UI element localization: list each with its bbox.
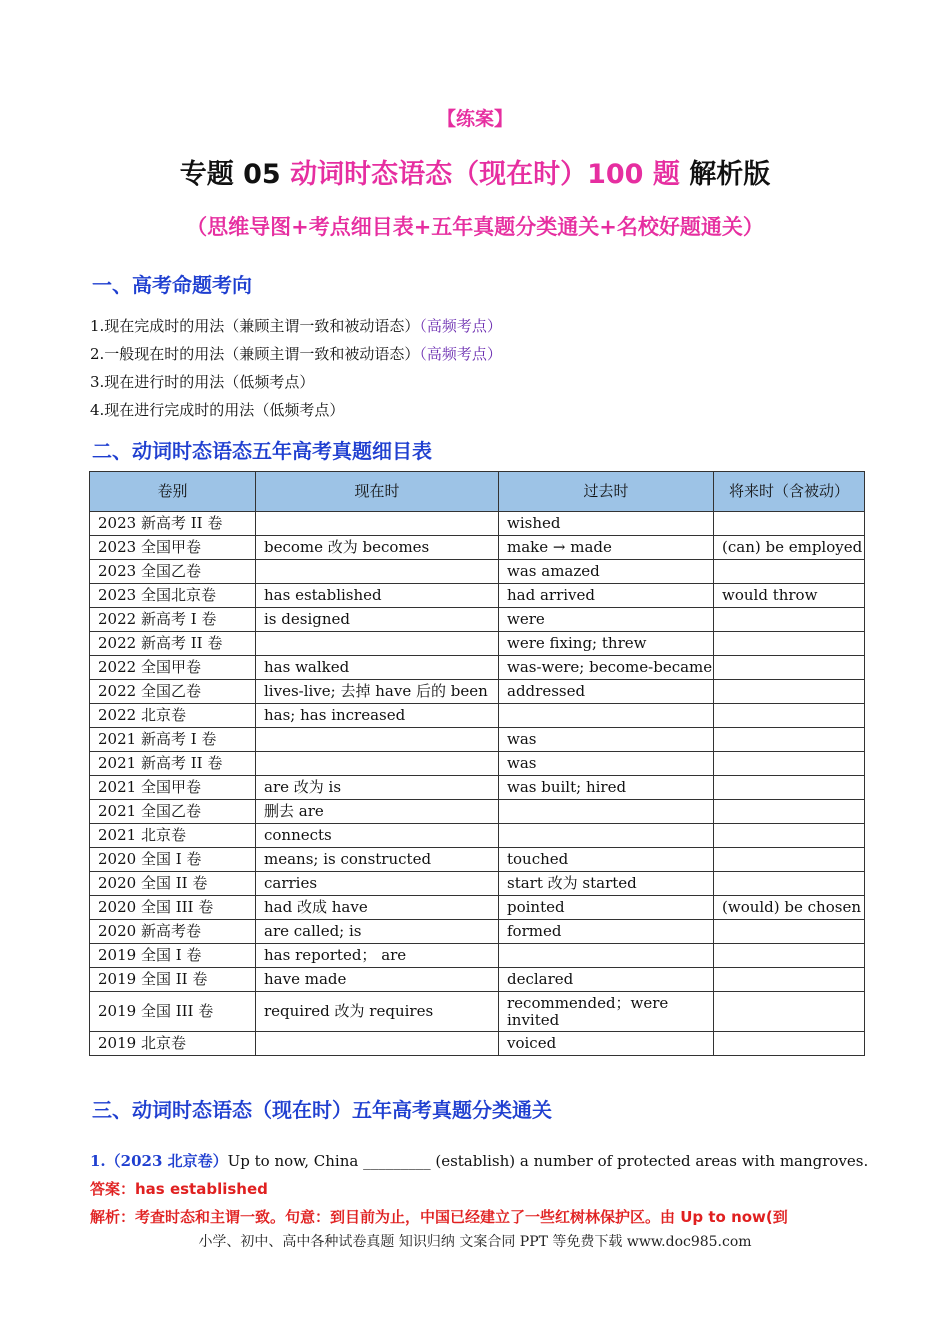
table-cell: 2023 全国甲卷 — [90, 536, 256, 560]
table-row — [90, 512, 865, 536]
table-row — [90, 800, 865, 824]
table-cell: 2019 全国 III 卷 — [90, 992, 256, 1032]
table-cell: 2021 北京卷 — [90, 824, 256, 848]
table-cell: 2020 全国 I 卷 — [90, 848, 256, 872]
table-row — [90, 992, 865, 1032]
table-row — [90, 680, 865, 704]
title-highlight: 动词时态语态（现在时）100 题 — [290, 159, 680, 190]
table-row — [90, 608, 865, 632]
table-cell — [256, 1032, 499, 1056]
column-header: 卷别 — [90, 472, 256, 512]
table-cell: were fixing; threw — [499, 632, 714, 656]
table-cell: was amazed — [499, 560, 714, 584]
table-cell: 2022 全国乙卷 — [90, 680, 256, 704]
table-cell: 2021 全国甲卷 — [90, 776, 256, 800]
table-cell — [714, 632, 865, 656]
table-cell: 2022 全国甲卷 — [90, 656, 256, 680]
table-cell — [256, 560, 499, 584]
list-item: 3.现在进行时的用法（低频考点） — [90, 373, 315, 391]
table-header-row — [90, 472, 865, 512]
table-cell — [256, 632, 499, 656]
table-row — [90, 584, 865, 608]
table-cell: 2021 新高考 I 卷 — [90, 728, 256, 752]
table-row — [90, 632, 865, 656]
table-cell: are called; is — [256, 920, 499, 944]
exam-detail-table — [89, 471, 865, 1056]
table-cell: pointed — [499, 896, 714, 920]
exam-direction-list — [90, 312, 502, 424]
table-cell — [714, 560, 865, 584]
table-cell: has reported； are — [256, 944, 499, 968]
title-prefix: 专题 05 — [179, 159, 291, 190]
table-cell: (would) be chosen — [714, 896, 865, 920]
table-row — [90, 560, 865, 584]
table-cell — [714, 944, 865, 968]
table-cell: 2021 全国乙卷 — [90, 800, 256, 824]
table-cell — [499, 944, 714, 968]
answer-text: 答案：has established — [90, 1180, 268, 1198]
table-row — [90, 872, 865, 896]
table-cell: formed — [499, 920, 714, 944]
table-cell: 2022 新高考 I 卷 — [90, 608, 256, 632]
table-cell: start 改为 started — [499, 872, 714, 896]
table-cell — [499, 704, 714, 728]
table-cell: declared — [499, 968, 714, 992]
table-cell: addressed — [499, 680, 714, 704]
table-row — [90, 776, 865, 800]
table-cell — [714, 992, 865, 1032]
table-cell: has walked — [256, 656, 499, 680]
table-cell: 2020 全国 II 卷 — [90, 872, 256, 896]
table-cell: had arrived — [499, 584, 714, 608]
table-cell: 2019 全国 II 卷 — [90, 968, 256, 992]
table-cell — [714, 704, 865, 728]
table-cell: touched — [499, 848, 714, 872]
table-cell: (can) be employed — [714, 536, 865, 560]
table-cell: means; is constructed — [256, 848, 499, 872]
table-cell: would throw — [714, 584, 865, 608]
table-cell: 2019 全国 I 卷 — [90, 944, 256, 968]
table-cell: was — [499, 752, 714, 776]
table-cell: has; has increased — [256, 704, 499, 728]
table-row — [90, 536, 865, 560]
table-cell: 2023 全国北京卷 — [90, 584, 256, 608]
table-cell — [256, 512, 499, 536]
table-cell — [499, 824, 714, 848]
table-row — [90, 656, 865, 680]
question-text: Up to now, China _________ (establish) a number of protected areas with mangroves. — [227, 1152, 869, 1170]
table-cell: wished — [499, 512, 714, 536]
table-cell: required 改为 requires — [256, 992, 499, 1032]
page-title — [0, 152, 950, 191]
table-cell: have made — [256, 968, 499, 992]
title-suffix: 解析版 — [679, 159, 771, 190]
table-cell: 2023 新高考 II 卷 — [90, 512, 256, 536]
table-cell: was — [499, 728, 714, 752]
table-row — [90, 1032, 865, 1056]
table-cell: carries — [256, 872, 499, 896]
table-cell: is designed — [256, 608, 499, 632]
table-row — [90, 752, 865, 776]
column-header: 过去时 — [499, 472, 714, 512]
table-cell — [714, 800, 865, 824]
question-number: 1.（2023 北京卷） — [90, 1152, 228, 1170]
page-footer: 小学、初中、高中各种试卷真题 知识归纳 文案合同 PPT 等免费下载 www.doc985.com — [198, 1234, 752, 1250]
table-cell — [714, 776, 865, 800]
table-cell — [256, 728, 499, 752]
section-heading-2: 二、动词时态语态五年高考真题细目表 — [92, 439, 432, 463]
section-heading-3: 三、动词时态语态（现在时）五年高考真题分类通关 — [92, 1098, 552, 1122]
practice-tag: 【练案】 — [436, 108, 513, 130]
question-1 — [90, 1150, 868, 1171]
table-cell: become 改为 becomes — [256, 536, 499, 560]
table-row — [90, 824, 865, 848]
table-cell: was-were; become-became — [499, 656, 714, 680]
table-cell — [256, 752, 499, 776]
list-item: 2.一般现在时的用法（兼顾主谓一致和被动语态）（高频考点） — [90, 345, 502, 363]
table-row — [90, 848, 865, 872]
table-cell — [714, 728, 865, 752]
table-cell: connects — [256, 824, 499, 848]
table-cell — [499, 800, 714, 824]
table-row — [90, 704, 865, 728]
table-cell: are 改为 is — [256, 776, 499, 800]
table-cell — [714, 752, 865, 776]
table-cell: was built; hired — [499, 776, 714, 800]
table-cell: 2022 北京卷 — [90, 704, 256, 728]
table-cell — [714, 680, 865, 704]
table-cell: has established — [256, 584, 499, 608]
table-cell: 2023 全国乙卷 — [90, 560, 256, 584]
section-heading-1: 一、高考命题考向 — [92, 273, 252, 297]
table-row — [90, 728, 865, 752]
table-cell — [714, 1032, 865, 1056]
table-row — [90, 944, 865, 968]
table-cell: lives-live; 去掉 have 后的 been — [256, 680, 499, 704]
table-cell: 2020 全国 III 卷 — [90, 896, 256, 920]
column-header: 现在时 — [256, 472, 499, 512]
table-row — [90, 896, 865, 920]
table-cell: had 改成 have — [256, 896, 499, 920]
page-subtitle: （思维导图+考点细目表+五年真题分类通关+名校好题通关） — [186, 215, 764, 239]
list-item: 1.现在完成时的用法（兼顾主谓一致和被动语态）（高频考点） — [90, 317, 502, 335]
table-cell — [714, 872, 865, 896]
list-item: 4.现在进行完成时的用法（低频考点） — [90, 401, 345, 419]
table-cell — [714, 848, 865, 872]
table-cell: 2022 新高考 II 卷 — [90, 632, 256, 656]
table-cell: 2019 北京卷 — [90, 1032, 256, 1056]
table-cell: 2021 新高考 II 卷 — [90, 752, 256, 776]
table-cell: were — [499, 608, 714, 632]
table-cell — [714, 512, 865, 536]
table-cell — [714, 920, 865, 944]
analysis-text: 解析：考查时态和主谓一致。句意：到目前为止，中国已经建立了一些红树林保护区。由 Up to now(到 — [90, 1208, 788, 1226]
table-cell — [714, 968, 865, 992]
table-row — [90, 920, 865, 944]
table-cell: voiced — [499, 1032, 714, 1056]
column-header: 将来时（含被动） — [714, 472, 865, 512]
table-cell: make → made — [499, 536, 714, 560]
table-cell — [714, 824, 865, 848]
table-cell: recommended；were invited — [499, 992, 714, 1032]
table-cell — [714, 656, 865, 680]
table-cell: 2020 新高考卷 — [90, 920, 256, 944]
table-cell — [714, 608, 865, 632]
table-row — [90, 968, 865, 992]
table-body — [90, 512, 865, 1056]
table-cell: 删去 are — [256, 800, 499, 824]
